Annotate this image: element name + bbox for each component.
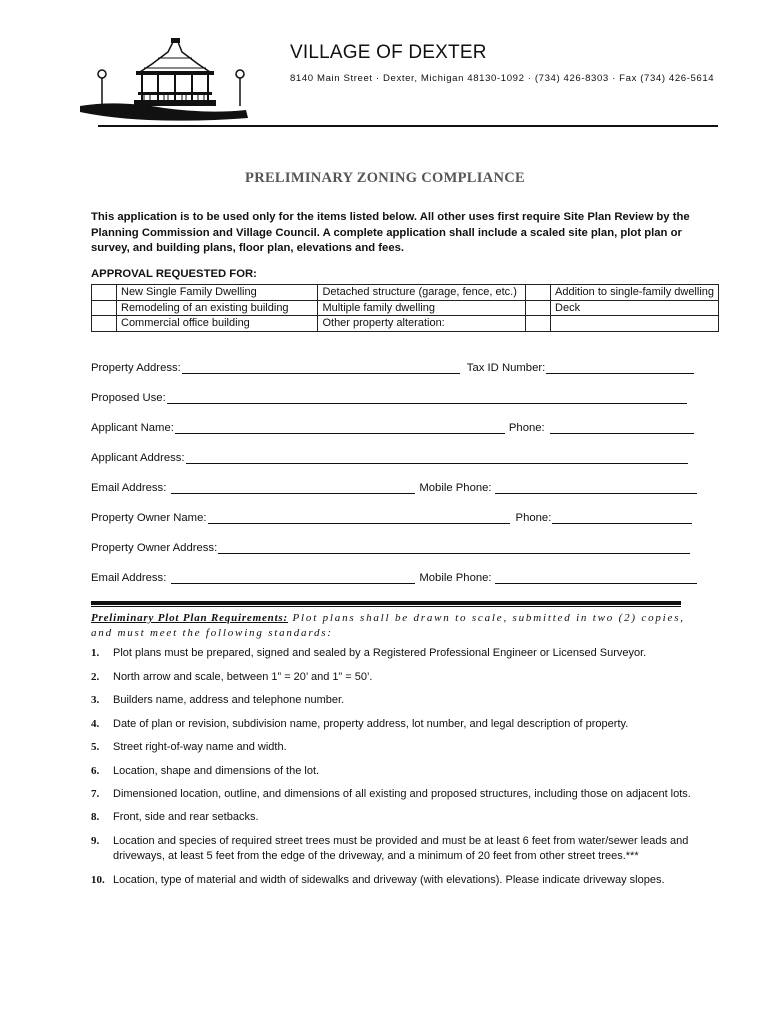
checkbox[interactable] [92, 300, 117, 316]
requirement-number: 9. [91, 835, 100, 847]
applicant-mobile-label: Mobile Phone: [419, 482, 492, 494]
property-address-input[interactable] [182, 363, 460, 374]
requirement-item [91, 873, 691, 888]
requirement-number: 8. [91, 811, 100, 823]
checkbox[interactable] [92, 285, 117, 301]
applicant-name-input[interactable] [175, 423, 505, 434]
proposed-use-input[interactable] [167, 393, 687, 404]
village-address: 8140 Main Street · Dexter, Michigan 48130-1092 · (734) 426-8303 · Fax (734) 426-5614 [290, 73, 715, 84]
checkbox[interactable] [526, 300, 551, 316]
owner-name-row [91, 512, 692, 524]
requirement-item [91, 810, 691, 825]
option-label: New Single Family Dwelling [117, 285, 318, 301]
applicant-phone-label: Phone: [508, 422, 545, 434]
approval-row [92, 300, 719, 316]
option-label [551, 316, 719, 332]
requirement-text: Location, type of material and width of sidewalks and driveway (with elevations). Please indicate driveway slopes. [113, 874, 665, 886]
section-divider [91, 601, 681, 605]
applicant-phone-input[interactable] [550, 423, 694, 434]
requirement-number: 6. [91, 765, 100, 777]
applicant-email-input[interactable] [171, 483, 415, 494]
applicant-email-label: Email Address: [91, 482, 167, 494]
option-label: Other property alteration: [318, 316, 526, 332]
requirement-text: Builders name, address and telephone number. [113, 694, 345, 706]
checkbox[interactable] [526, 285, 551, 301]
applicant-address-label: Applicant Address: [91, 452, 185, 464]
requirement-number: 4. [91, 718, 100, 730]
option-label: Detached structure (garage, fence, etc.) [318, 285, 526, 301]
owner-phone-input[interactable] [552, 513, 692, 524]
owner-mobile-label: Mobile Phone: [419, 572, 492, 584]
requirement-item [91, 717, 691, 732]
requirement-text: Front, side and rear setbacks. [113, 811, 259, 823]
property-address-row [91, 362, 694, 374]
option-label: Deck [551, 300, 719, 316]
requirement-text: Location, shape and dimensions of the lot. [113, 765, 320, 777]
owner-email-row [91, 572, 697, 584]
requirements-intro [91, 611, 691, 641]
requirements-heading: Preliminary Plot Plan Requirements: [91, 612, 288, 624]
requirement-item [91, 787, 691, 802]
requirement-item [91, 740, 691, 755]
approval-row [92, 285, 719, 301]
applicant-email-row [91, 482, 697, 494]
checkbox[interactable] [92, 316, 117, 332]
option-label: Addition to single-family dwelling [551, 285, 719, 301]
requirement-item [91, 764, 691, 779]
applicant-address-row [91, 452, 688, 464]
property-address-label: Property Address: [91, 362, 181, 374]
proposed-use-row [91, 392, 687, 404]
approval-row [92, 316, 719, 332]
requirement-item [91, 670, 691, 685]
approval-options-table [91, 284, 719, 332]
owner-phone-label: Phone: [515, 512, 552, 524]
requirements-intro-text: Plot plans shall be drawn to scale, submitted in two (2) copies, and must meet the following standards: [91, 612, 685, 639]
requirement-text: Plot plans must be prepared, signed and sealed by a Registered Professional Engineer or Licensed Surveyor. [113, 647, 647, 659]
requirement-item [91, 693, 691, 708]
proposed-use-label: Proposed Use: [91, 392, 166, 404]
applicant-name-label: Applicant Name: [91, 422, 174, 434]
tax-id-input[interactable] [546, 363, 694, 374]
village-name: VILLAGE OF DEXTER [290, 42, 487, 63]
applicant-mobile-input[interactable] [495, 483, 697, 494]
owner-mobile-input[interactable] [495, 573, 697, 584]
requirement-text: Street right-of-way name and width. [113, 741, 287, 753]
option-label: Remodeling of an existing building [117, 300, 318, 316]
header-divider [98, 125, 718, 127]
owner-email-input[interactable] [171, 573, 415, 584]
form-title: PRELIMINARY ZONING COMPLIANCE [245, 170, 525, 186]
requirement-number: 7. [91, 788, 100, 800]
requirement-text: Date of plan or revision, subdivision name, property address, lot number, and legal description of property. [113, 718, 629, 730]
checkbox[interactable] [526, 316, 551, 332]
option-label: Commercial office building [117, 316, 318, 332]
intro-text: This application is to be used only for the items listed below. All other uses first require Site Plan Review by the Planning Commission and Village Council. A complete application shall include a scaled site plan, plot plan or survey, and building plans, floor plan, elevations and fees. [91, 211, 690, 254]
requirement-number: 5. [91, 741, 100, 753]
requirement-number: 2. [91, 671, 100, 683]
requirement-item [91, 834, 691, 864]
requirement-number: 3. [91, 694, 100, 706]
approval-title: APPROVAL REQUESTED FOR: [91, 268, 257, 280]
owner-address-label: Property Owner Address: [91, 542, 218, 554]
owner-name-input[interactable] [208, 513, 510, 524]
applicant-name-row [91, 422, 694, 434]
owner-email-label: Email Address: [91, 572, 167, 584]
requirement-text: Location and species of required street trees must be provided and must be at least 6 feet from water/sewer leads and driveways, at least 5 feet from the edge of the driveway, and a minimum of 20 feet from other street trees.*** [113, 835, 689, 862]
requirement-number: 1. [91, 647, 100, 659]
owner-address-row [91, 542, 690, 554]
tax-id-label: Tax ID Number: [466, 362, 546, 374]
requirement-number: 10. [91, 874, 105, 886]
requirement-item [91, 646, 691, 661]
section-divider-thin [91, 606, 681, 607]
gazebo-logo [78, 38, 250, 122]
option-label: Multiple family dwelling [318, 300, 526, 316]
owner-address-input[interactable] [218, 543, 690, 554]
requirement-text: North arrow and scale, between 1” = 20’ and 1” = 50’. [113, 671, 373, 683]
owner-name-label: Property Owner Name: [91, 512, 207, 524]
requirement-text: Dimensioned location, outline, and dimensions of all existing and proposed structures, including those on adjacent lots. [113, 788, 691, 800]
applicant-address-input[interactable] [186, 453, 688, 464]
